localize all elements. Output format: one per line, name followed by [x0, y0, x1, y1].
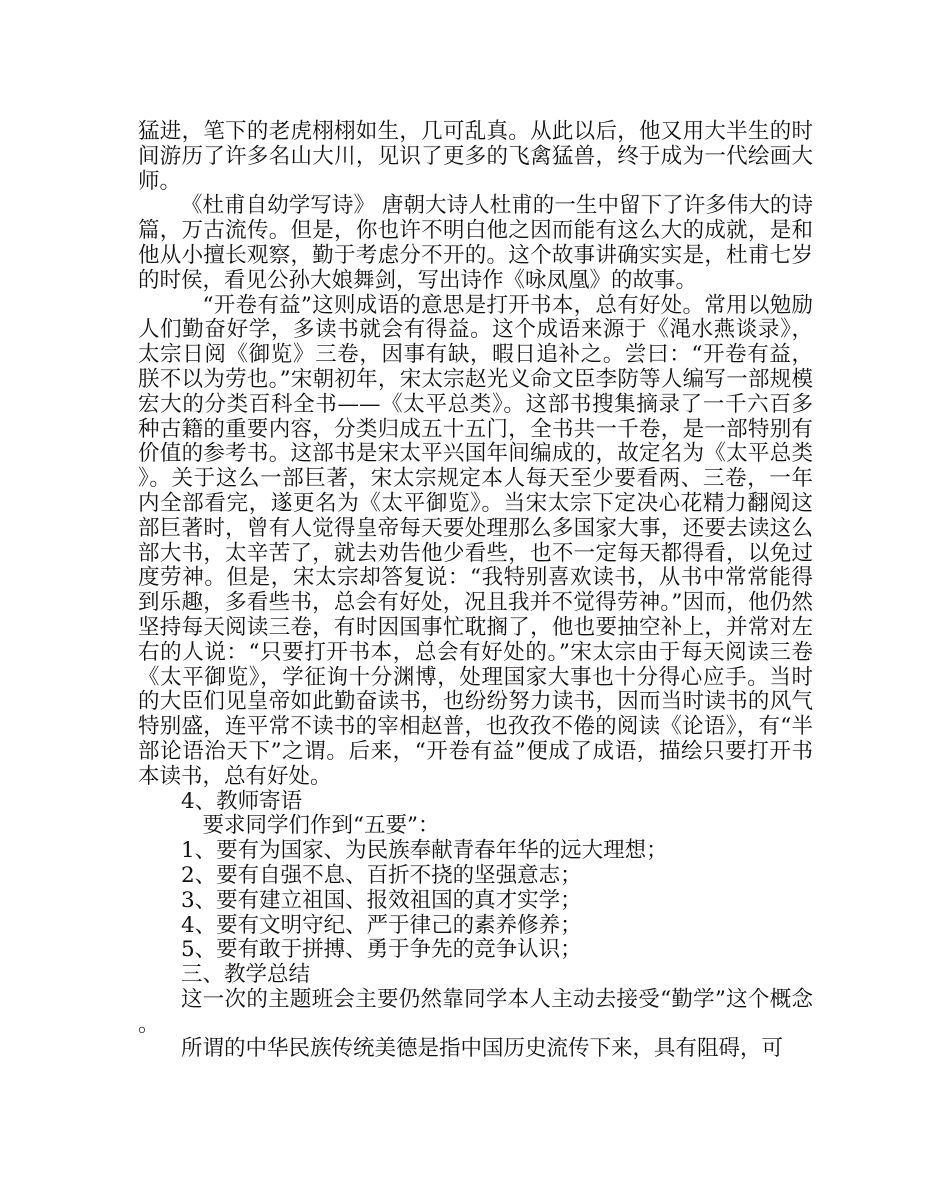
paragraph-kai-juan-you-yi: “开卷有益”这则成语的意思是打开书本，总有好处。常用以勉励人们勤奋好学，多读书就会有得益。这个成语来源于《渑水燕谈录》，太宗日阅《御览》三卷，因事有缺，暇日追补之。尝曰：“开卷有益，朕不以为劳也。”宋朝初年，宋太宗赵光义命文臣李防等人编写一部规模宏大的分类百科全书——《太平总类》。这部书搜集摘录了一千六百多种古籍的重要内容，分类归成五十五门，全书共一千卷，是一部特别有价值的参考书。这部书是宋太平兴国年间编成的，故定名为《太平总类》。关于这么一部巨著，宋太宗规定本人每天至少要看两、三卷，一年内全部看完，遂更名为《太平御览》。当宋太宗下定决心花精力翻阅这部巨著时，曾有人觉得皇帝每天要处理那么多国家大事，还要去读这么部大书，太辛苦了，就去劝告他少看些，也不一定每天都得看，以免过度劳神。但是，宋太宗却答复说：“我特别喜欢读书，从书中常常能得到乐趣，多看些书，总会有好处，况且我并不觉得劳神。”因而，他仍然坚持每天阅读三卷，有时因国事忙耽搁了，他也要抽空补上，并常对左右的人说：“只要打开书本，总会有好处的。”宋太宗由于每天阅读三卷《太平御览》，学征询十分渊博，处理国家大事也十分得心应手。当时的大臣们见皇帝如此勤奋读书，也纷纷努力读书，因而当时读书的风气特别盛，连平常不读书的宰相赵普，也孜孜不倦的阅读《论语》，有“半部论语治天下”之谓。后来，“开卷有益”便成了成语，描绘只要打开书本读书，总有好处。 [138, 292, 813, 789]
section-heading-teaching-summary: 三、教学总结 [181, 962, 311, 988]
paragraph-five-requirements-intro: 要求同学们作到“五要”： [202, 813, 440, 839]
paragraph-summary: 这一次的主题班会主要仍然靠同学本人主动去接受“勤学”这个概念。 [138, 986, 813, 1037]
paragraph-traditional-virtues: 所谓的中华民族传统美德是指中国历史流传下来，具有阻碍，可 [181, 1036, 784, 1062]
list-item: 2、要有自强不息、百折不挠的坚强意志； [181, 862, 582, 888]
document-body [138, 120, 813, 1062]
list-item: 3、要有建立祖国、报效祖国的真才实学； [181, 887, 582, 913]
section-heading-teacher-message: 4、教师寄语 [181, 788, 303, 814]
list-item: 1、要有为国家、为民族奉献青春年华的远大理想； [181, 838, 668, 864]
list-item: 4、要有文明守纪、严于律己的素养修养； [181, 912, 582, 938]
paragraph-du-fu: 《杜甫自幼学写诗》 唐朝大诗人杜甫的一生中留下了许多伟大的诗篇，万古流传。但是，你也许不明白他之因而能有这么大的成就，是和他从小擅长观察，勤于考虑分不开的。这个故事讲确实实是，杜甫七岁的时侯，看见公孙大娘舞剑，写出诗作《咏凤凰》的故事。 [138, 193, 813, 293]
paragraph-tiger-painter: 猛进，笔下的老虎栩栩如生，几可乱真。从此以后，他又用大半生的时间游历了许多名山大川，见识了更多的飞禽猛兽，终于成为一代绘画大师。 [138, 119, 813, 194]
list-item: 5、要有敢于拼搏、勇于争先的竞争认识； [181, 937, 582, 963]
